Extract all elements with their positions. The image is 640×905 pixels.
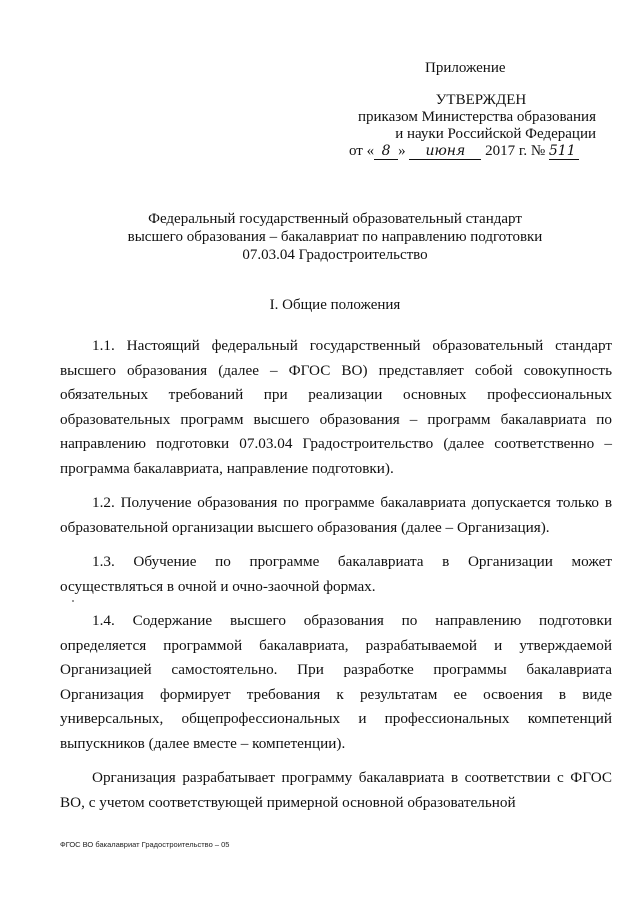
paragraph-1-4: 1.4. Содержание высшего образования по направлению подготовки определяется программой бакалавриата, разрабатываемой и утверждаемой Организацией самостоятельно. При разработке программы бакалавриата Организация формирует требования к результатам ее освоения в виде универсальных, общепрофессиональных и профессиональных компетенций выпускников (далее вместе – компетенции). [60, 612, 612, 752]
paragraph-1-2: 1.2. Получение образования по программе бакалавриата допускается только в образовательной организации высшего образования (далее – Организация). [60, 494, 612, 536]
date-prefix: от « [349, 143, 375, 159]
appendix-label: Приложение [425, 60, 506, 76]
handwritten-day: 8 [374, 143, 398, 160]
title-line-1: Федеральный государственный образовательный стандарт [148, 211, 522, 227]
approval-block [346, 92, 596, 143]
paragraph-organization: Организация разрабатывает программу бакалавриата в соответствии с ФГОС ВО, с учетом соответствующей примерной основной образовательной [60, 769, 612, 811]
paragraph-1-3: 1.3. Обучение по программе бакалавриата в Организации может осуществляться в очной и очно-заочной формах. [60, 553, 612, 595]
handwritten-order-number: 511 [549, 143, 579, 160]
date-mid: » [398, 143, 406, 159]
document-title [60, 210, 610, 264]
date-year: 2017 г. № [485, 143, 546, 159]
order-line-2: и науки Российской Федерации [395, 126, 596, 142]
approved-label: УТВЕРЖДЕН [435, 92, 527, 108]
section-heading: I. Общие положения [269, 297, 401, 313]
paragraph-1-1: 1.1. Настоящий федеральный государственный образовательный стандарт высшего образования (далее – ФГОС ВО) представляет собой совокупность обязательных требований при реализации основных профессиональных образовательных программ высшего образования – программ бакалавриата по направлению подготовки 07.03.04 Градостроительство (далее соответственно – программа бакалавриата, направление подготовки). [60, 337, 612, 477]
title-line-2: высшего образования – бакалавриат по направлению подготовки [127, 229, 543, 245]
scan-speck [72, 600, 74, 602]
title-line-3: 07.03.04 Градостроительство [242, 247, 428, 263]
section-body [60, 334, 612, 815]
handwritten-month: июня [409, 143, 481, 160]
order-line-1: приказом Министерства образования [358, 109, 596, 125]
page-footer: ФГОС ВО бакалавриат Градостроительство – 05 [60, 840, 230, 849]
order-date-line [349, 143, 579, 160]
